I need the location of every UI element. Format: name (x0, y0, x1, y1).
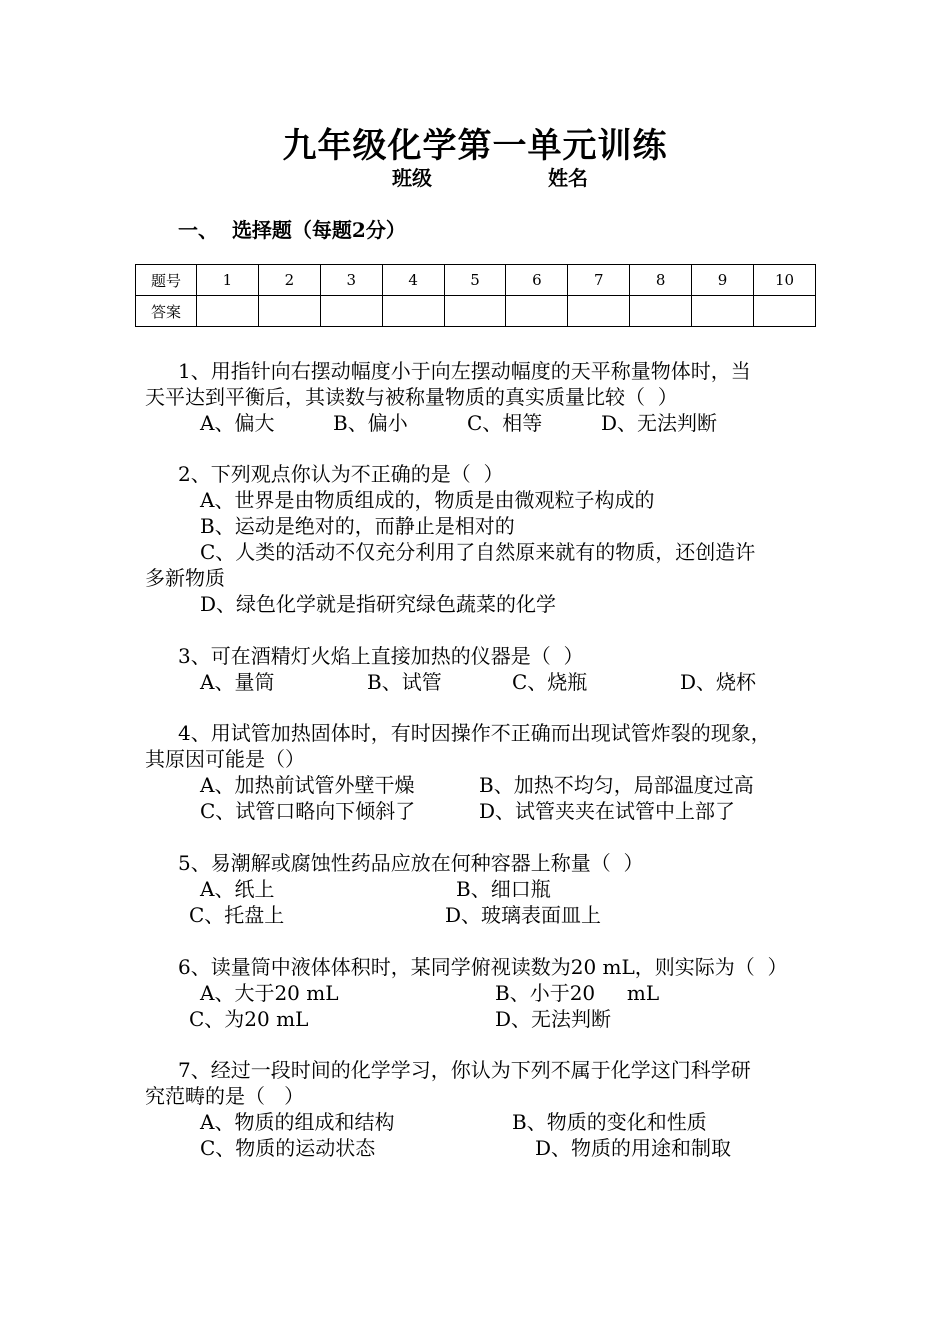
answer-cell[interactable] (258, 296, 320, 327)
page-title: 九年级化学第一单元训练 (282, 126, 668, 166)
question-number-cell: 10 (754, 265, 816, 296)
question-number-cell: 9 (692, 265, 754, 296)
table-header-cell: 题号 (136, 265, 197, 296)
question-2-option-a: A、世界是由物质组成的，物质是由微观粒子构成的 (200, 488, 655, 512)
question-1-option-a: A、偏大 (200, 411, 275, 435)
question-6-option-b: B、小于20 mL (495, 981, 660, 1005)
answer-cell[interactable] (506, 296, 568, 327)
question-4-option-d: D、试管夹夹在试管中上部了 (479, 799, 736, 823)
class-label: 班级 (392, 166, 432, 190)
question-6-option-c: C、为20 mL (189, 1007, 309, 1031)
question-7-option-c: C、物质的运动状态 (200, 1136, 376, 1160)
question-3-option-c: C、烧瓶 (512, 670, 588, 694)
question-number-cell: 1 (197, 265, 259, 296)
question-number-cell: 5 (444, 265, 506, 296)
question-7-option-d: D、物质的用途和制取 (535, 1136, 732, 1160)
question-3-option-a: A、量筒 (200, 670, 275, 694)
question-3-stem: 3、可在酒精灯火焰上直接加热的仪器是（ ） (178, 644, 584, 668)
answer-cell[interactable] (630, 296, 692, 327)
question-1-stem-line-2: 天平达到平衡后，其读数与被称量物质的真实质量比较（ ） (145, 385, 678, 409)
question-2-option-d: D、绿色化学就是指研究绿色蔬菜的化学 (200, 592, 557, 616)
question-number-cell: 2 (258, 265, 320, 296)
table-row (136, 265, 816, 296)
question-1-option-b: B、偏小 (333, 411, 408, 435)
question-1-option-d: D、无法判断 (601, 411, 718, 435)
question-1-option-c: C、相等 (467, 411, 543, 435)
section-heading (178, 214, 406, 243)
question-7-stem-line-1: 7、经过一段时间的化学学习，你认为下列不属于化学这门科学研 (178, 1058, 751, 1082)
answer-cell[interactable] (568, 296, 630, 327)
section-number: 一、 (178, 218, 218, 242)
question-2-option-b: B、运动是绝对的，而静止是相对的 (200, 514, 515, 538)
question-number-cell: 3 (320, 265, 382, 296)
answer-cell[interactable] (320, 296, 382, 327)
question-6-stem: 6、读量筒中液体体积时，某同学俯视读数为20 mL，则实际为（ ） (178, 955, 788, 979)
question-3-option-b: B、试管 (367, 670, 442, 694)
question-4-option-c: C、试管口略向下倾斜了 (200, 799, 416, 823)
question-1-stem-line-1: 1、用指针向右摆动幅度小于向左摆动幅度的天平称量物体时，当 (178, 359, 751, 383)
section-title: 选择题（每题2分） (231, 218, 406, 242)
question-6-option-d: D、无法判断 (495, 1007, 612, 1031)
question-4-option-b: B、加热不均匀，局部温度过高 (479, 773, 754, 797)
question-4-option-a: A、加热前试管外壁干燥 (200, 773, 415, 797)
question-7-stem-line-2: 究范畴的是（ ） (145, 1084, 305, 1108)
question-number-cell: 6 (506, 265, 568, 296)
question-3-option-d: D、烧杯 (680, 670, 757, 694)
answer-cell[interactable] (754, 296, 816, 327)
question-5-option-c: C、托盘上 (189, 903, 285, 927)
answer-cell[interactable] (382, 296, 444, 327)
question-4-stem-line-1: 4、用试管加热固体时，有时因操作不正确而出现试管炸裂的现象， (178, 721, 771, 745)
table-row (136, 296, 816, 327)
question-7-option-a: A、物质的组成和结构 (200, 1110, 395, 1134)
question-4-stem-line-2: 其原因可能是（） (145, 747, 305, 771)
question-2-option-c-line-2: 多新物质 (145, 566, 225, 590)
question-number-cell: 4 (382, 265, 444, 296)
answer-cell[interactable] (444, 296, 506, 327)
answer-cell[interactable] (197, 296, 259, 327)
question-6-option-a: A、大于20 mL (200, 981, 339, 1005)
question-7-option-b: B、物质的变化和性质 (512, 1110, 707, 1134)
question-5-stem: 5、易潮解或腐蚀性药品应放在何种容器上称量（ ） (178, 851, 644, 875)
answer-table (135, 264, 816, 327)
question-number-cell: 7 (568, 265, 630, 296)
table-header-cell: 答案 (136, 296, 197, 327)
question-5-option-d: D、玻璃表面皿上 (445, 903, 602, 927)
question-2-stem: 2、下列观点你认为不正确的是（ ） (178, 462, 504, 486)
name-label: 姓名 (548, 166, 588, 190)
question-5-option-a: A、纸上 (200, 877, 275, 901)
question-number-cell: 8 (630, 265, 692, 296)
question-2-option-c-line-1: C、人类的活动不仅充分利用了自然原来就有的物质，还创造许 (200, 540, 756, 564)
question-5-option-b: B、细口瓶 (456, 877, 551, 901)
answer-cell[interactable] (692, 296, 754, 327)
